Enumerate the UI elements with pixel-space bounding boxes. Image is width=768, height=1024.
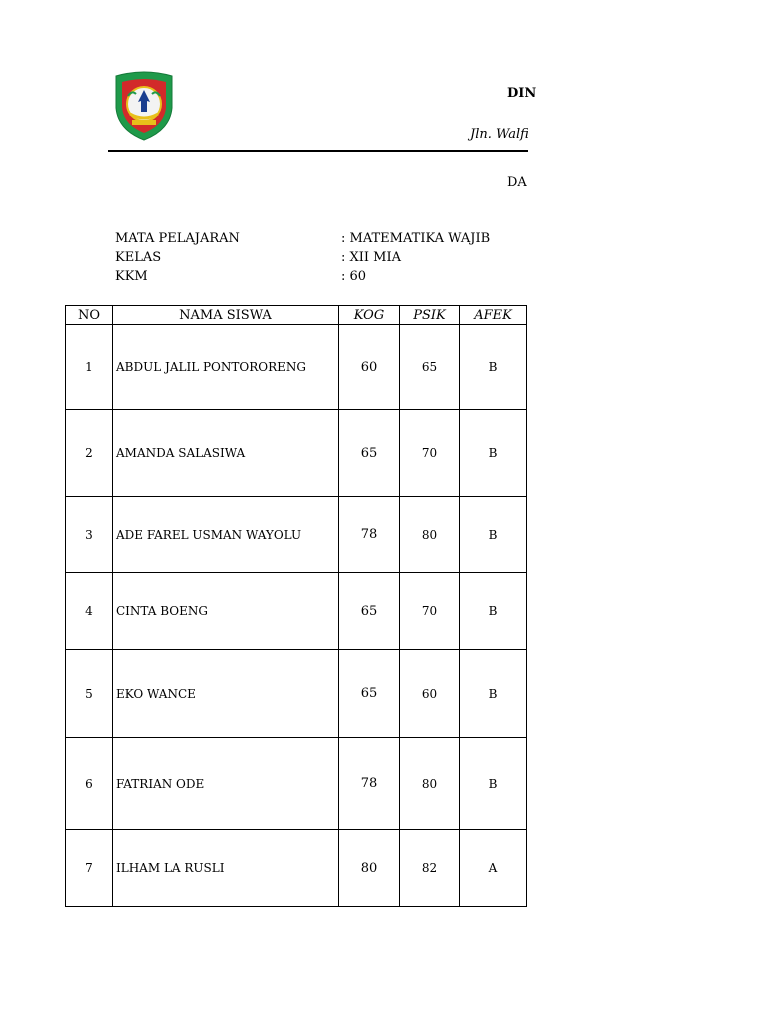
header-no: NO xyxy=(66,306,113,325)
header-title: DIN xyxy=(507,86,537,101)
cell-psik: 70 xyxy=(400,410,460,497)
cell-psik: 65 xyxy=(400,325,460,410)
header-afek: AFEK xyxy=(460,306,527,325)
cell-psik: 80 xyxy=(400,497,460,573)
cell-afek: B xyxy=(460,410,527,497)
meta-key: MATA PELAJARAN xyxy=(115,231,240,246)
cell-kog: 65 xyxy=(339,650,400,738)
cell-kog: 80 xyxy=(339,830,400,907)
cell-no: 4 xyxy=(66,573,113,650)
cell-name: AMANDA SALASIWA xyxy=(113,410,339,497)
regional-emblem-logo xyxy=(112,70,176,142)
cell-psik: 80 xyxy=(400,738,460,830)
cell-name: FATRIAN ODE xyxy=(113,738,339,830)
header-divider xyxy=(108,150,528,152)
cell-psik: 82 xyxy=(400,830,460,907)
header-kog: KOG xyxy=(339,306,400,325)
cell-no: 5 xyxy=(66,650,113,738)
table-row xyxy=(66,650,527,738)
cell-afek: B xyxy=(460,650,527,738)
cell-no: 6 xyxy=(66,738,113,830)
meta-value: : MATEMATIKA WAJIB xyxy=(341,231,491,246)
cell-psik: 60 xyxy=(400,650,460,738)
cell-psik: 70 xyxy=(400,573,460,650)
meta-key: KELAS xyxy=(115,250,162,265)
header-psik: PSIK xyxy=(400,306,460,325)
cell-afek: B xyxy=(460,573,527,650)
meta-value: : 60 xyxy=(341,269,367,284)
meta-value: : XII MIA xyxy=(341,250,402,265)
table-row xyxy=(66,573,527,650)
meta-key: KKM xyxy=(115,269,148,284)
document-title: DA xyxy=(507,175,527,190)
table-row xyxy=(66,410,527,497)
cell-name: ILHAM LA RUSLI xyxy=(113,830,339,907)
grades-table xyxy=(65,305,527,907)
header-address: Jln. Walfi xyxy=(470,127,529,142)
cell-kog: 78 xyxy=(339,738,400,830)
cell-no: 1 xyxy=(66,325,113,410)
table-row xyxy=(66,325,527,410)
cell-no: 2 xyxy=(66,410,113,497)
cell-afek: A xyxy=(460,830,527,907)
cell-no: 3 xyxy=(66,497,113,573)
cell-kog: 65 xyxy=(339,573,400,650)
cell-afek: B xyxy=(460,325,527,410)
cell-name: ADE FAREL USMAN WAYOLU xyxy=(113,497,339,573)
table-row xyxy=(66,830,527,907)
cell-afek: B xyxy=(460,738,527,830)
cell-name: EKO WANCE xyxy=(113,650,339,738)
cell-afek: B xyxy=(460,497,527,573)
table-row xyxy=(66,497,527,573)
cell-name: CINTA BOENG xyxy=(113,573,339,650)
header-name: NAMA SISWA xyxy=(113,306,339,325)
table-row xyxy=(66,738,527,830)
cell-no: 7 xyxy=(66,830,113,907)
cell-kog: 78 xyxy=(339,497,400,573)
cell-kog: 60 xyxy=(339,325,400,410)
table-header-row xyxy=(66,306,527,325)
cell-name: ABDUL JALIL PONTORORENG xyxy=(113,325,339,410)
cell-kog: 65 xyxy=(339,410,400,497)
